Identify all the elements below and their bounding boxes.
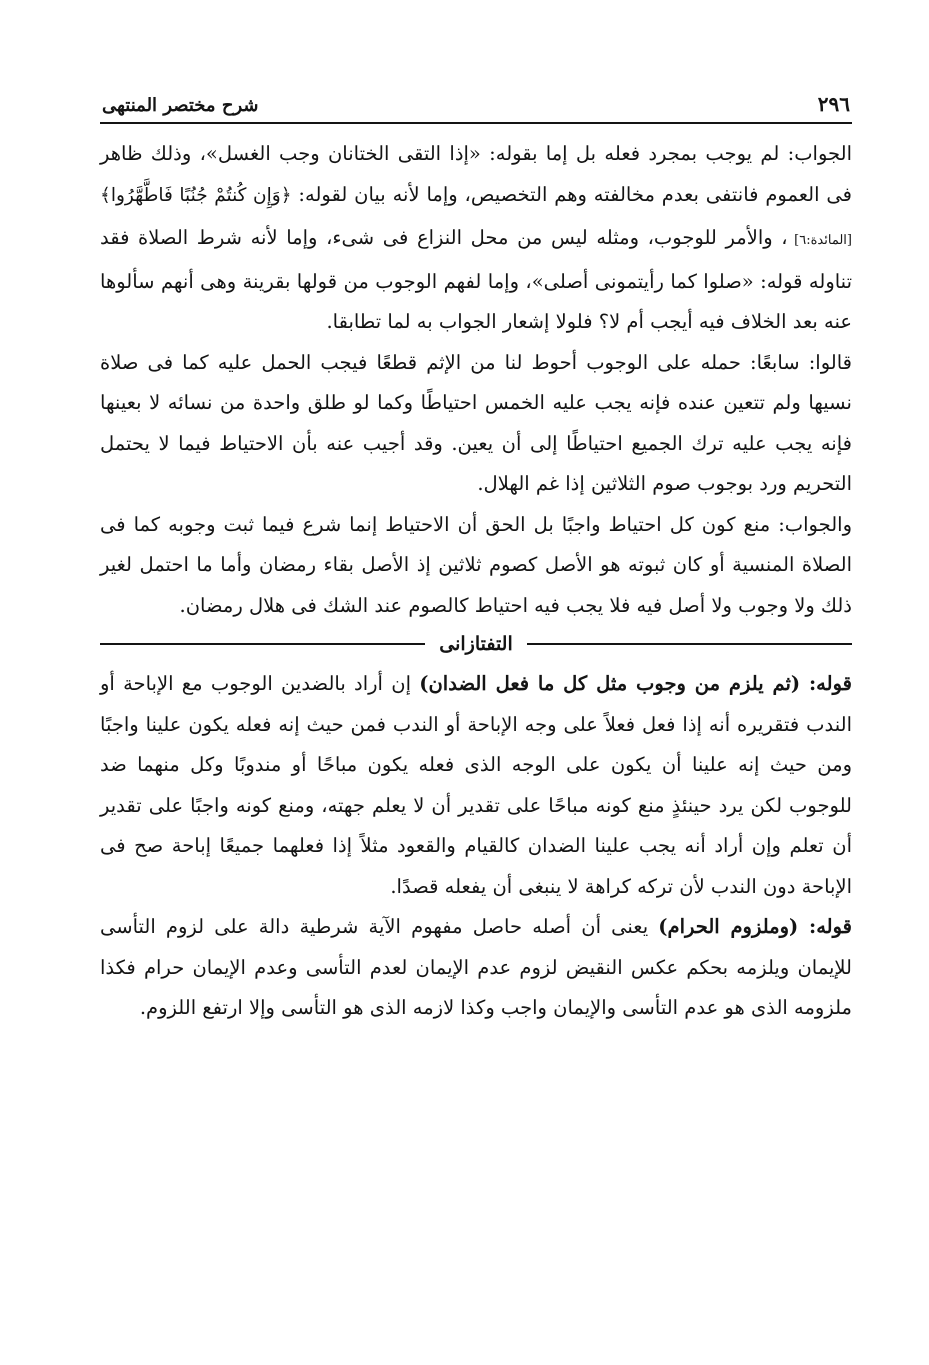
main-text — [100, 134, 852, 626]
divider-rule-left — [100, 643, 425, 645]
commentary-divider — [100, 629, 852, 659]
quoted-phrase: قوله: (ثم يلزم من وجوب مثل كل ما فعل الضدان) — [419, 672, 852, 695]
paragraph-text: الجواب: لم يوجب بمجرد فعله بل إما بقوله: «إذا التقى الختانان وجب الغسل»، وذلك ظاهر فى العموم فانتفى بعدم مخالفته وهم التخصيص، وإما لأنه بيان لقوله: — [100, 142, 852, 206]
page-number: ٢٩٦ — [817, 92, 850, 116]
paragraph-commentary-2 — [100, 907, 852, 1029]
paragraph-commentary-1 — [100, 664, 852, 907]
quoted-phrase: قوله: (وملزوم الحرام) — [658, 915, 852, 938]
paragraph-text: إن أراد بالضدين الوجوب مع الإباحة أو الندب فتقريره أنه إذا فعل فعلاً على وجه الإباحة أو الندب فمن حيث إنه فعله يكون علينا واجبًا ومن حيث إنه علينا أن يكون على الوجه الذى فعله يكون مباحًا أو مندوبًا وكل منهما ضد للوجوب لكن يرد حينئذٍ منع كونه مباحًا على تقدير أن لا يعلم جهته، ومنع كونه واجبًا على تقدير أن تعلم وإن أراد أنه يجب علينا الضدان كالقيام والقعود مثلاً إذا فعلهما جميعًا إباحة صح فى الإباحة دون الندب لأن تركه كراهة لا ينبغى أن يفعله قصدًا. — [100, 672, 852, 898]
book-page — [100, 80, 852, 1029]
paragraph-answer-2: والجواب: منع كون كل احتياط واجبًا بل الحق أن الاحتياط إنما شرع فيما ثبت وجوبه كما فى الصلاة المنسية أو كان ثبوته هو الأصل كصوم ثلاثين إذ الأصل بقاء رمضان وأما ما احتمل لغير ذلك ولا وجوب ولا أصل فيه فلا يجب فيه احتياط كالصوم عند الشك فى هلال رمضان. — [100, 512, 852, 617]
book-title: شرح مختصر المنتهى — [102, 95, 259, 116]
verse-citation: [المائدة:٦] — [787, 233, 852, 248]
page-header — [100, 80, 852, 124]
paragraph-text: ، والأمر للوجوب، ومثله ليس من محل النزاع فى شىء، وإما لأنه شرط الصلاة فقد تناوله قوله: «صلوا كما رأيتمونى أصلى»، وإما لفهم الوجوب من قولها بقرينة وهى أنهم سألوها عنه بعد الخلاف فيه أيجب أم لا؟ فلولا إشعار الجواب به لما تطابقا. — [100, 226, 852, 333]
paragraph-text: يعنى أن أصله حاصل مفهوم الآية شرطية دالة على لزوم التأسى للإيمان ويلزمه بحكم عكس النقيض لزوم عدم الإيمان لعدم التأسى وعدم الإيمان حرام فكذا ملزومه الذى هو عدم التأسى والإيمان واجب وكذا لازمه الذى هو التأسى وإلا ارتفع اللزوم. — [100, 915, 852, 1019]
commentator-name: التفتازانى — [439, 633, 513, 655]
paragraph-seventh-argument: قالوا: سابعًا: حمله على الوجوب أحوط لنا من الإثم قطعًا فيجب الحمل عليه كما فى صلاة نسيها ولم تتعين عنده فإنه يجب عليه الخمس احتياطًا وكما لو طلق واحدة من نسائه لا بعينها فإنه يجب عليه ترك الجميع احتياطًا إلى أن يعين. وقد أجيب عنه بأن الاحتياط فيما لا يحتمل التحريم ورد بوجوب صوم الثلاثين إذا غم الهلال. — [100, 350, 852, 495]
paragraph-answer-1 — [100, 134, 852, 343]
quran-verse: ﴿وَإِن كُنتُمْ جُنُبًا فَاطَّهَّرُوا﴾ — [100, 184, 292, 206]
commentary-text — [100, 664, 852, 1029]
divider-rule-right — [527, 643, 852, 645]
